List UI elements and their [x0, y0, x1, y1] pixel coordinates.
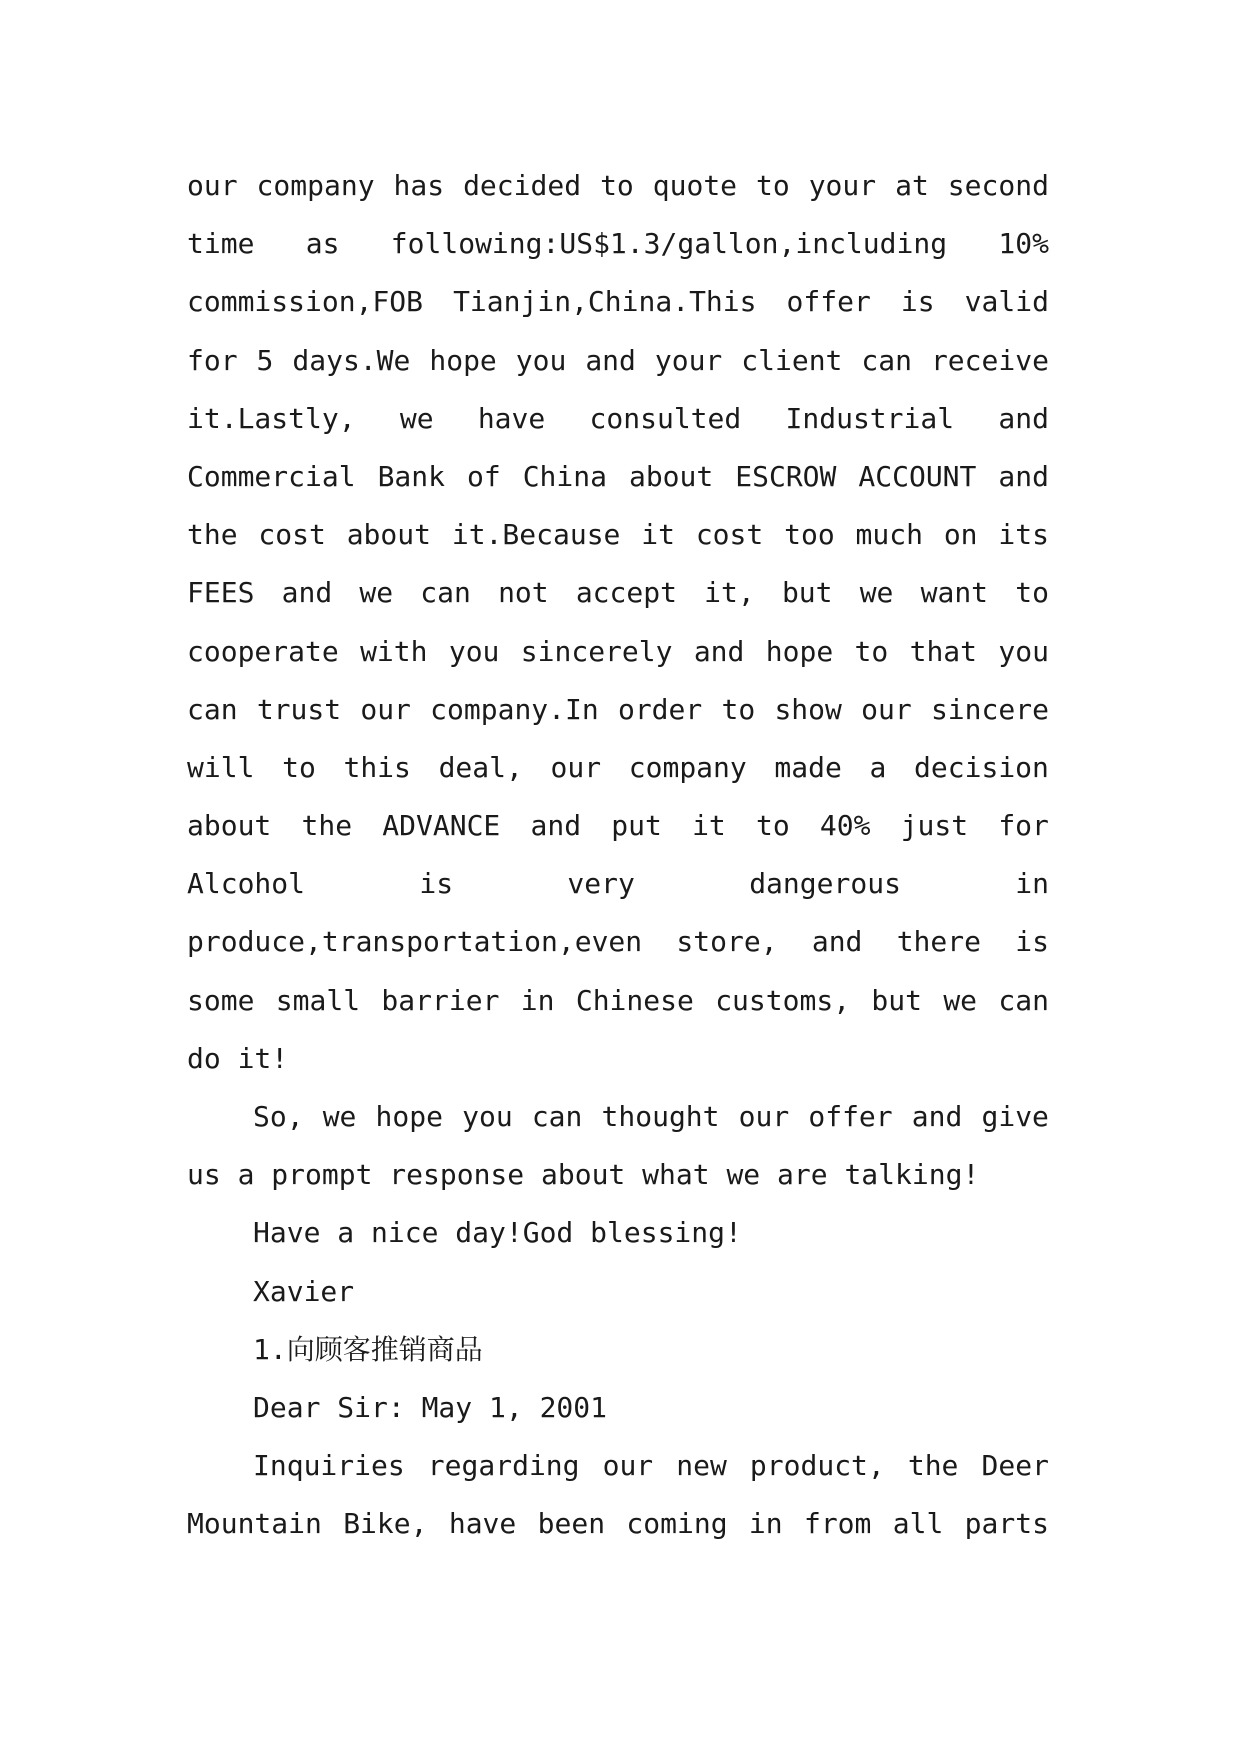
- word: ACCOUNT: [858, 459, 977, 493]
- word: for: [998, 809, 1049, 843]
- word: and: [811, 925, 863, 959]
- word: our: [360, 692, 411, 726]
- word: to: [600, 169, 634, 202]
- word: about: [346, 518, 431, 552]
- text-line: [187, 855, 1049, 913]
- word: but: [871, 983, 922, 1017]
- word: to: [756, 169, 790, 202]
- word: we: [322, 1100, 357, 1133]
- word: as: [305, 227, 340, 261]
- word: decision: [914, 750, 1049, 784]
- word: produce,transportation,even: [187, 925, 643, 959]
- word: can: [420, 576, 471, 610]
- word: want: [920, 576, 989, 610]
- word: in: [520, 983, 555, 1017]
- word: FEES: [187, 576, 255, 610]
- word: to: [282, 750, 316, 784]
- text-line: [187, 506, 1049, 564]
- word: receive: [930, 343, 1049, 377]
- text-line: [187, 739, 1049, 797]
- word: the: [187, 518, 238, 552]
- word: So,: [253, 1100, 304, 1133]
- word: will: [187, 750, 255, 784]
- word: Bank: [377, 459, 445, 493]
- word: 5: [256, 343, 274, 377]
- word: this: [343, 750, 411, 784]
- word: it.Lastly,: [187, 401, 356, 435]
- word: client: [741, 343, 843, 377]
- word: much: [855, 518, 923, 552]
- word: following:US$1.3/gallon,including: [390, 227, 948, 261]
- word: made: [774, 750, 842, 784]
- word: to: [755, 809, 790, 843]
- word: Mountain: [187, 1507, 322, 1541]
- word: not: [498, 576, 549, 610]
- text-line: [187, 913, 1049, 971]
- word: give: [981, 1100, 1049, 1133]
- word: Deer: [981, 1449, 1049, 1483]
- word: your: [654, 343, 723, 377]
- word: days.We: [292, 343, 411, 377]
- word: and: [693, 634, 745, 668]
- word: all: [892, 1507, 944, 1541]
- word: in: [748, 1507, 783, 1541]
- word: and: [281, 576, 333, 610]
- text-line: [187, 797, 1049, 855]
- word: offer: [808, 1100, 893, 1133]
- text-line: do it!: [187, 1041, 289, 1075]
- word: of: [466, 459, 501, 493]
- text-line: [187, 1088, 1049, 1146]
- word: can: [998, 983, 1049, 1017]
- word: China: [522, 459, 607, 493]
- word: and: [530, 809, 582, 843]
- word: it.Because: [451, 518, 621, 552]
- word: parts: [964, 1507, 1049, 1541]
- word: is: [1015, 925, 1049, 959]
- text-line: Have a nice day!God blessing!: [253, 1216, 742, 1250]
- word: our: [738, 1100, 790, 1133]
- word: Inquiries: [253, 1449, 405, 1483]
- word: company: [256, 169, 375, 202]
- word: Bike,: [343, 1507, 428, 1541]
- word: consulted: [589, 401, 742, 435]
- word: hope: [765, 634, 834, 668]
- word: in: [1015, 867, 1049, 901]
- word: just: [900, 809, 969, 843]
- word: small: [275, 983, 361, 1017]
- word: it: [641, 518, 675, 552]
- word: hope: [429, 343, 497, 377]
- word: ESCROW: [735, 459, 837, 493]
- word: Industrial: [785, 401, 955, 435]
- word: that: [909, 634, 978, 668]
- word: cooperate: [187, 634, 339, 668]
- word: accept: [575, 576, 677, 610]
- word: some: [187, 983, 255, 1017]
- word: regarding: [427, 1449, 580, 1483]
- word: 10%: [998, 227, 1049, 261]
- word: Commercial: [187, 459, 356, 493]
- text-line: [187, 1495, 1049, 1553]
- text-line: [187, 1437, 1049, 1495]
- word: to: [854, 634, 889, 668]
- word: Alcohol: [187, 867, 306, 901]
- word: company: [628, 750, 747, 784]
- word: your: [808, 169, 877, 202]
- word: offer: [786, 285, 871, 319]
- word: show: [774, 692, 842, 726]
- word: but: [781, 576, 833, 610]
- word: product,: [749, 1449, 885, 1483]
- word: and: [911, 1100, 963, 1133]
- word: has: [393, 169, 445, 202]
- word: we: [359, 576, 394, 610]
- word: sincere: [930, 692, 1049, 726]
- word: thought: [601, 1100, 720, 1133]
- word: our: [550, 750, 602, 784]
- word: second: [947, 169, 1049, 202]
- word: to: [721, 692, 756, 726]
- word: Tianjin,China.This: [453, 285, 757, 319]
- word: put: [611, 809, 662, 843]
- text-line: [187, 623, 1049, 681]
- text-line: [187, 448, 1049, 506]
- word: and: [998, 401, 1049, 435]
- word: it,: [704, 576, 755, 610]
- word: can: [861, 343, 912, 377]
- text-line: Dear Sir: May 1, 2001: [253, 1390, 608, 1424]
- word: have: [477, 401, 546, 435]
- word: cost: [258, 518, 326, 552]
- word: can: [531, 1100, 583, 1133]
- word: too: [784, 518, 835, 552]
- word: customs,: [715, 983, 851, 1017]
- word: sincerely: [520, 634, 673, 668]
- word: at: [895, 169, 929, 202]
- word: you: [515, 343, 567, 377]
- word: from: [803, 1507, 872, 1541]
- text-line: us a prompt response about what we are talking!: [187, 1158, 980, 1192]
- word: our: [602, 1449, 654, 1483]
- word: its: [998, 518, 1049, 552]
- word: to: [1015, 576, 1049, 610]
- word: very: [567, 867, 635, 901]
- word: commission,FOB: [187, 285, 424, 319]
- text-line: 1.向顾客推销商品: [253, 1332, 483, 1366]
- word: our: [861, 692, 912, 726]
- word: 40%: [819, 809, 871, 843]
- word: a: [869, 750, 887, 784]
- word: the: [301, 809, 353, 843]
- body-text: [187, 157, 1049, 1554]
- word: trust: [256, 692, 342, 726]
- word: you: [448, 634, 500, 668]
- word: it: [692, 809, 726, 843]
- word: you: [998, 634, 1049, 668]
- word: we: [399, 401, 434, 435]
- word: decided: [463, 169, 582, 202]
- word: coming: [626, 1507, 728, 1541]
- word: store,: [676, 925, 778, 959]
- word: hope: [375, 1100, 443, 1133]
- text-line: [187, 564, 1049, 622]
- text-line: [187, 681, 1049, 739]
- text-line: [187, 332, 1049, 390]
- word: dangerous: [749, 867, 901, 901]
- word: about: [187, 809, 272, 843]
- word: new: [676, 1449, 727, 1483]
- word: on: [943, 518, 978, 552]
- word: time: [187, 227, 255, 261]
- word: is: [900, 285, 935, 319]
- word: with: [360, 634, 428, 668]
- text-line: [187, 273, 1049, 331]
- text-line: [187, 157, 1049, 215]
- word: been: [537, 1507, 606, 1541]
- word: quote: [652, 169, 738, 202]
- word: and: [585, 343, 636, 377]
- word: for: [187, 343, 238, 377]
- word: we: [859, 576, 894, 610]
- text-line: [187, 972, 1049, 1030]
- word: company.In: [430, 692, 599, 726]
- word: our: [187, 169, 238, 202]
- word: order: [617, 692, 703, 726]
- word: the: [907, 1449, 959, 1483]
- word: is: [419, 867, 454, 901]
- word: there: [896, 925, 981, 959]
- word: ADVANCE: [382, 809, 501, 843]
- word: you: [462, 1100, 513, 1133]
- word: valid: [964, 285, 1049, 319]
- text-line: [187, 390, 1049, 448]
- text-line: Xavier: [253, 1274, 355, 1308]
- word: deal,: [438, 750, 523, 784]
- text-line: [187, 215, 1049, 273]
- word: Chinese: [575, 983, 694, 1017]
- word: we: [943, 983, 978, 1017]
- word: and: [998, 459, 1049, 493]
- word: have: [448, 1507, 517, 1541]
- word: about: [628, 459, 714, 493]
- word: can: [187, 692, 238, 726]
- word: cost: [695, 518, 764, 552]
- word: barrier: [381, 983, 500, 1017]
